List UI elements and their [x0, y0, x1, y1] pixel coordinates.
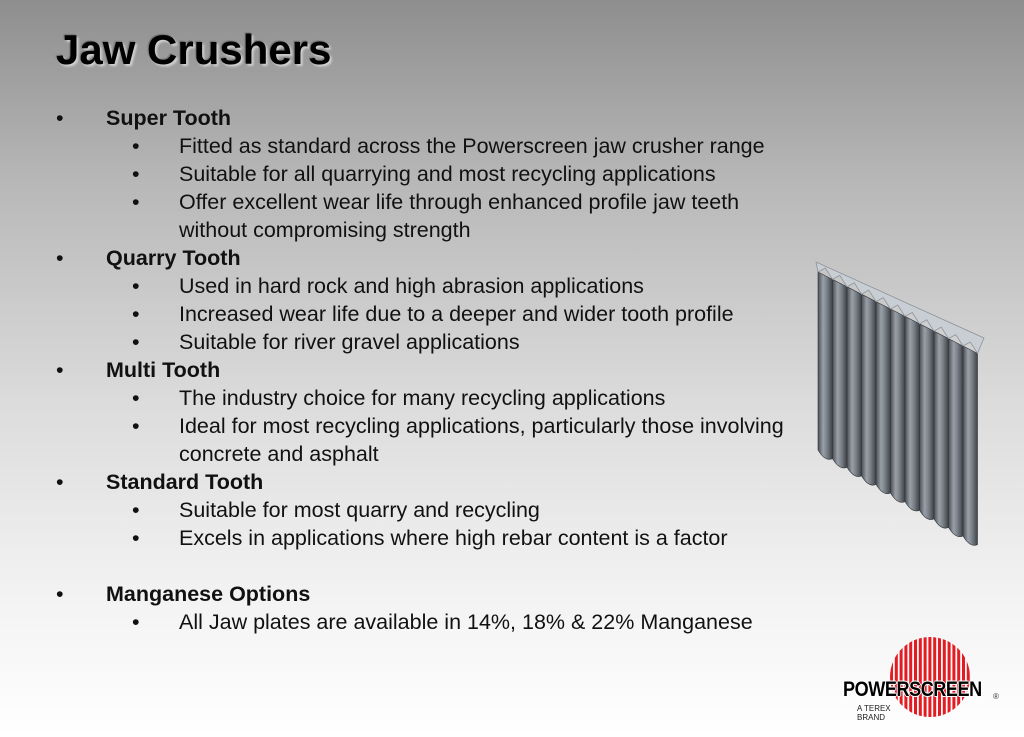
- jaw-ridge: [818, 272, 833, 459]
- list-item: [56, 496, 806, 524]
- jaw-plate-image: [812, 250, 992, 550]
- list-item: [56, 412, 806, 468]
- bullet: •: [56, 358, 64, 382]
- logo-stripe: [909, 634, 912, 720]
- jaw-ridge: [862, 294, 877, 485]
- logo-stripe: [914, 634, 917, 720]
- logo-stripe: [928, 634, 931, 720]
- list-item: [56, 272, 806, 300]
- list-item-text: Used in hard rock and high abrasion applications: [179, 274, 644, 298]
- logo-stripe: [919, 634, 922, 720]
- sub-bullet: •: [132, 414, 140, 438]
- section-manganese-options: [56, 580, 806, 636]
- jaw-ridge: [905, 316, 920, 511]
- bullet: •: [56, 470, 64, 494]
- logo-stripe: [952, 634, 955, 720]
- sub-bullet: •: [132, 274, 140, 298]
- section-heading: Standard Tooth: [106, 470, 264, 494]
- list-item: [56, 328, 806, 356]
- jaw-ridge: [963, 346, 978, 545]
- jaw-ridge: [847, 287, 862, 477]
- list-item-text: Suitable for river gravel applications: [179, 330, 520, 354]
- list-item: [56, 160, 806, 188]
- list-item-text: Excels in applications where high rebar content is a factor: [179, 526, 728, 550]
- list-item-text: Increased wear life due to a deeper and wider tooth profile: [179, 302, 734, 326]
- logo-stripe: [948, 634, 951, 720]
- feature-list: [56, 104, 806, 636]
- sub-bullet: •: [132, 162, 140, 186]
- sub-bullet: •: [132, 190, 140, 214]
- list-item-text: Offer excellent wear life through enhanced profile jaw teeth without compromising strength: [179, 190, 740, 242]
- list-item-text: Suitable for all quarrying and most recycling applications: [179, 162, 716, 186]
- logo-tagline-line1: A TEREX: [857, 704, 891, 713]
- list-item: [56, 300, 806, 328]
- bullet: •: [56, 582, 64, 606]
- logo-stripe: [895, 634, 898, 720]
- list-item-text: All Jaw plates are available in 14%, 18% & 22% Manganese: [179, 610, 753, 634]
- list-item-text: Ideal for most recycling applications, particularly those involving concrete and asphalt: [179, 414, 784, 466]
- section-heading: Multi Tooth: [106, 358, 221, 382]
- powerscreen-logo: [843, 634, 1008, 724]
- logo-stripe: [962, 634, 965, 720]
- jaw-ridge: [934, 331, 949, 528]
- logo-stripe: [967, 634, 970, 720]
- list-item: [56, 524, 806, 552]
- section-multi-tooth: [56, 356, 806, 468]
- logo-sphere-icon: [887, 634, 973, 720]
- sub-bullet: •: [132, 610, 140, 634]
- logo-stripe: [924, 634, 927, 720]
- logo-stripe: [938, 634, 941, 720]
- logo-wordmark: POWERSCREEN: [843, 678, 982, 701]
- list-item: [56, 132, 806, 160]
- bullet: •: [56, 246, 64, 270]
- list-item-text: Fitted as standard across the Powerscreen jaw crusher range: [179, 134, 765, 158]
- logo-stripe: [957, 634, 960, 720]
- section-quarry-tooth: [56, 244, 806, 356]
- logo-tagline-line2: BRAND: [857, 713, 886, 722]
- sub-bullet: •: [132, 330, 140, 354]
- section-heading: Quarry Tooth: [106, 246, 241, 270]
- logo-stripe: [904, 634, 907, 720]
- list-item: [56, 188, 806, 244]
- section-heading: Manganese Options: [106, 582, 311, 606]
- logo-stripe: [943, 634, 946, 720]
- sub-bullet: •: [132, 386, 140, 410]
- sub-bullet: •: [132, 498, 140, 522]
- bullet: •: [56, 106, 64, 130]
- slide-title: Jaw Crushers: [56, 26, 332, 73]
- list-item: [56, 608, 806, 636]
- sub-bullet: •: [132, 526, 140, 550]
- jaw-ridge: [920, 324, 935, 520]
- registered-mark: ®: [993, 692, 999, 701]
- jaw-ridge: [891, 309, 906, 502]
- list-item-text: Suitable for most quarry and recycling: [179, 498, 540, 522]
- logo-stripe: [900, 634, 903, 720]
- logo-stripe: [933, 634, 936, 720]
- list-item: [56, 384, 806, 412]
- section-super-tooth: [56, 104, 806, 244]
- jaw-ridge: [876, 302, 891, 494]
- logo-tagline: [857, 704, 891, 722]
- section-heading: Super Tooth: [106, 106, 232, 130]
- jaw-ridge: [833, 279, 848, 468]
- sub-bullet: •: [132, 302, 140, 326]
- section-standard-tooth: [56, 468, 806, 552]
- jaw-ridge: [949, 339, 964, 537]
- list-item-text: The industry choice for many recycling applications: [179, 386, 666, 410]
- sub-bullet: •: [132, 134, 140, 158]
